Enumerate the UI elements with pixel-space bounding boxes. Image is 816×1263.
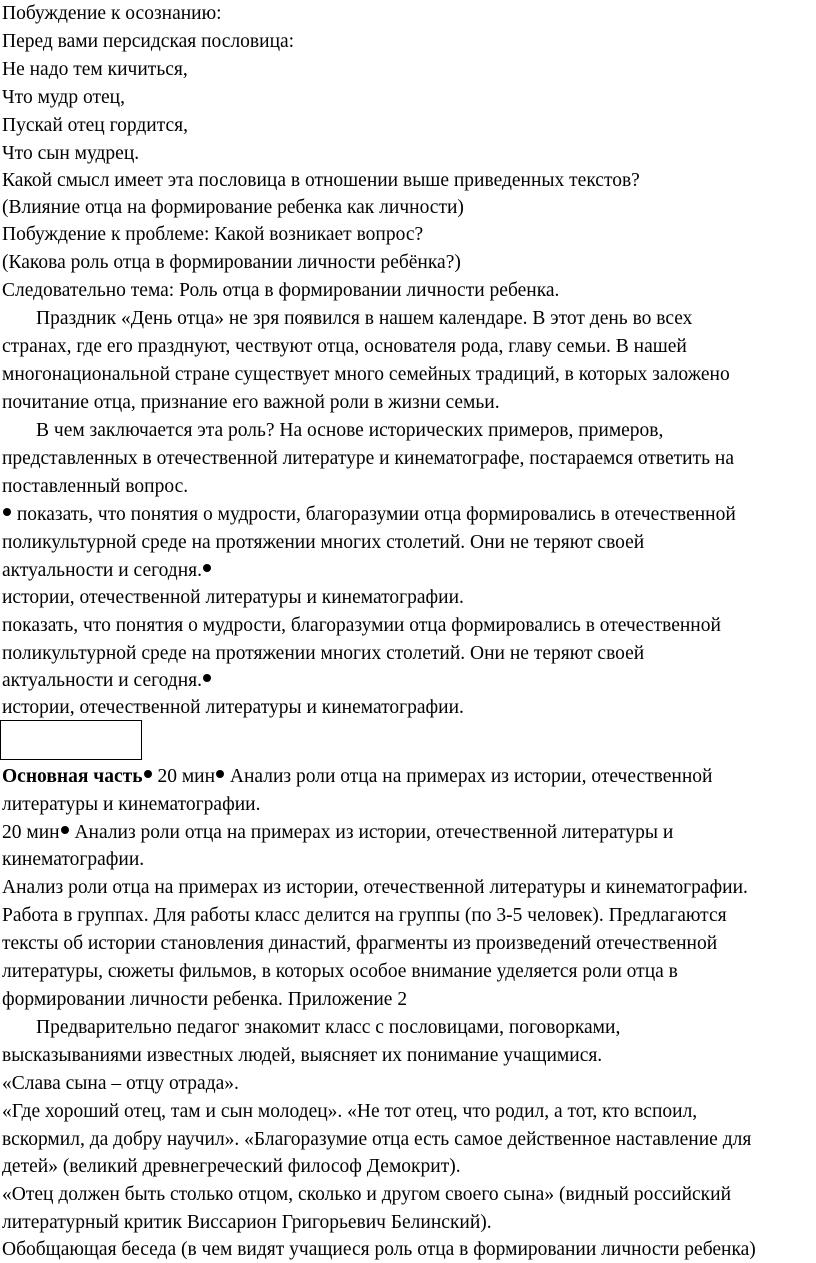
paragraph-line: истории, отечественной литературы и кинематографии. (2, 587, 464, 608)
paragraph-line: многонациональной стране существует много семейных традиций, в которых заложено (2, 364, 730, 385)
bullet-icon (144, 770, 152, 778)
line-proverb-intro: Перед вами персидская пословица: (2, 31, 295, 52)
bullet-icon (216, 770, 224, 778)
paragraph-line: Обобщающая беседа (в чем видят учащиеся роль отца в формировании личности ребенка) (2, 1239, 756, 1260)
line-proverb-4: Что сын мудрец. (2, 143, 140, 164)
paragraph-line (2, 557, 212, 584)
paragraph-line: поликультурной среде на протяжении многих столетий. Они не теряют своей (2, 643, 645, 664)
bullet-icon (3, 508, 11, 516)
paragraph-line: детей» (великий древнегреческий философ Демокрит). (2, 1156, 461, 1177)
line-text: 20 мин (2, 822, 60, 843)
main-part-line (2, 763, 712, 790)
paragraph-line: «Слава сына – отцу отрада». (2, 1073, 239, 1094)
bullet-icon (203, 674, 211, 682)
paragraph-line: почитание отца, признание его важной роли в жизни семьи. (2, 392, 500, 413)
paragraph-line: Анализ роли отца на примерах из истории, отечественной литературы и кинематографии. (2, 877, 748, 898)
paragraph-line: показать, что понятия о мудрости, благоразумии отца формировались в отечественной (2, 615, 721, 636)
paragraph-line: Работа в группах. Для работы класс делится на группы (по 3-5 человек). Предлагаются (2, 905, 727, 926)
line-proverb-2: Что мудр отец, (2, 87, 125, 108)
paragraph-line: «Отец должен быть столько отцом, сколько и другом своего сына» (видный российский (2, 1184, 732, 1205)
paragraph-line (2, 819, 673, 846)
paragraph-line: формировании личности ребенка. Приложение 2 (2, 989, 408, 1010)
line-topic: Следовательно тема: Роль отца в формировании личности ребенка. (2, 280, 560, 301)
paragraph-line: тексты об истории становления династий, фрагменты из произведений отечественной (2, 933, 718, 954)
line-text: актуальности и сегодня. (2, 670, 202, 691)
line-motivation-heading: Побуждение к осознанию: (2, 3, 222, 24)
line-proverb-3: Пускай отец гордится, (2, 115, 188, 136)
empty-frame (0, 720, 142, 760)
paragraph-line: странах, где его празднуют, чествуют отца, основателя рода, главу семьи. В нашей (2, 336, 687, 357)
line-problem: Побуждение к проблеме: Какой возникает вопрос? (2, 224, 424, 245)
line-answer: (Влияние отца на формирование ребенка как личности) (2, 197, 464, 218)
paragraph-line: Предварительно педагог знакомит класс с пословицами, поговорками, (36, 1017, 621, 1038)
paragraph-line: В чем заключается эта роль? На основе исторических примеров, примеров, (36, 420, 664, 441)
paragraph-line: истории, отечественной литературы и кинематографии. (2, 697, 464, 718)
paragraph-line: вскормил, да добру научил». «Благоразумие отца есть самое действенное наставление для (2, 1129, 752, 1150)
paragraph-line: поставленный вопрос. (2, 476, 189, 497)
paragraph-line: поликультурной среде на протяжении многих столетий. Они не теряют своей (2, 532, 645, 553)
paragraph-line: высказываниями известных людей, выясняет их понимание учащимися. (2, 1045, 603, 1066)
line-question: Какой смысл имеет эта пословица в отношении выше приведенных текстов? (2, 170, 640, 191)
bullet-line (2, 501, 736, 528)
line-text: Анализ роли отца на примерах из истории, отечественной литературы и (69, 822, 674, 843)
line-problem-answer: (Какова роль отца в формировании личности ребёнка?) (2, 252, 461, 273)
paragraph-line: литературы и кинематографии. (2, 794, 261, 815)
bullet-icon (203, 564, 211, 572)
bullet-icon (61, 826, 69, 834)
paragraph-line (2, 667, 212, 694)
paragraph-line: представленных в отечественной литературе и кинематографе, постараемся ответить на (2, 448, 734, 469)
paragraph-line: литературный критик Виссарион Григорьевич Белинский). (2, 1212, 492, 1233)
main-part-heading: Основная часть (2, 766, 143, 787)
bullet-text: показать, что понятия о мудрости, благоразумии отца формировались в отечественной (12, 504, 736, 525)
paragraph-line: литературы, сюжеты фильмов, в которых особое внимание уделяется роли отца в (2, 961, 678, 982)
line-text: Анализ роли отца на примерах из истории, отечественной (225, 766, 713, 787)
line-proverb-1: Не надо тем кичиться, (2, 59, 188, 80)
paragraph-line: Праздник «День отца» не зря появился в нашем календаре. В этот день во всех (36, 308, 693, 329)
line-text: 20 мин (152, 766, 216, 787)
line-text: актуальности и сегодня. (2, 560, 202, 581)
paragraph-line: кинематографии. (2, 849, 145, 870)
paragraph-line: «Где хороший отец, там и сын молодец». «Не тот отец, что родил, а тот, кто вспоил, (2, 1101, 698, 1122)
